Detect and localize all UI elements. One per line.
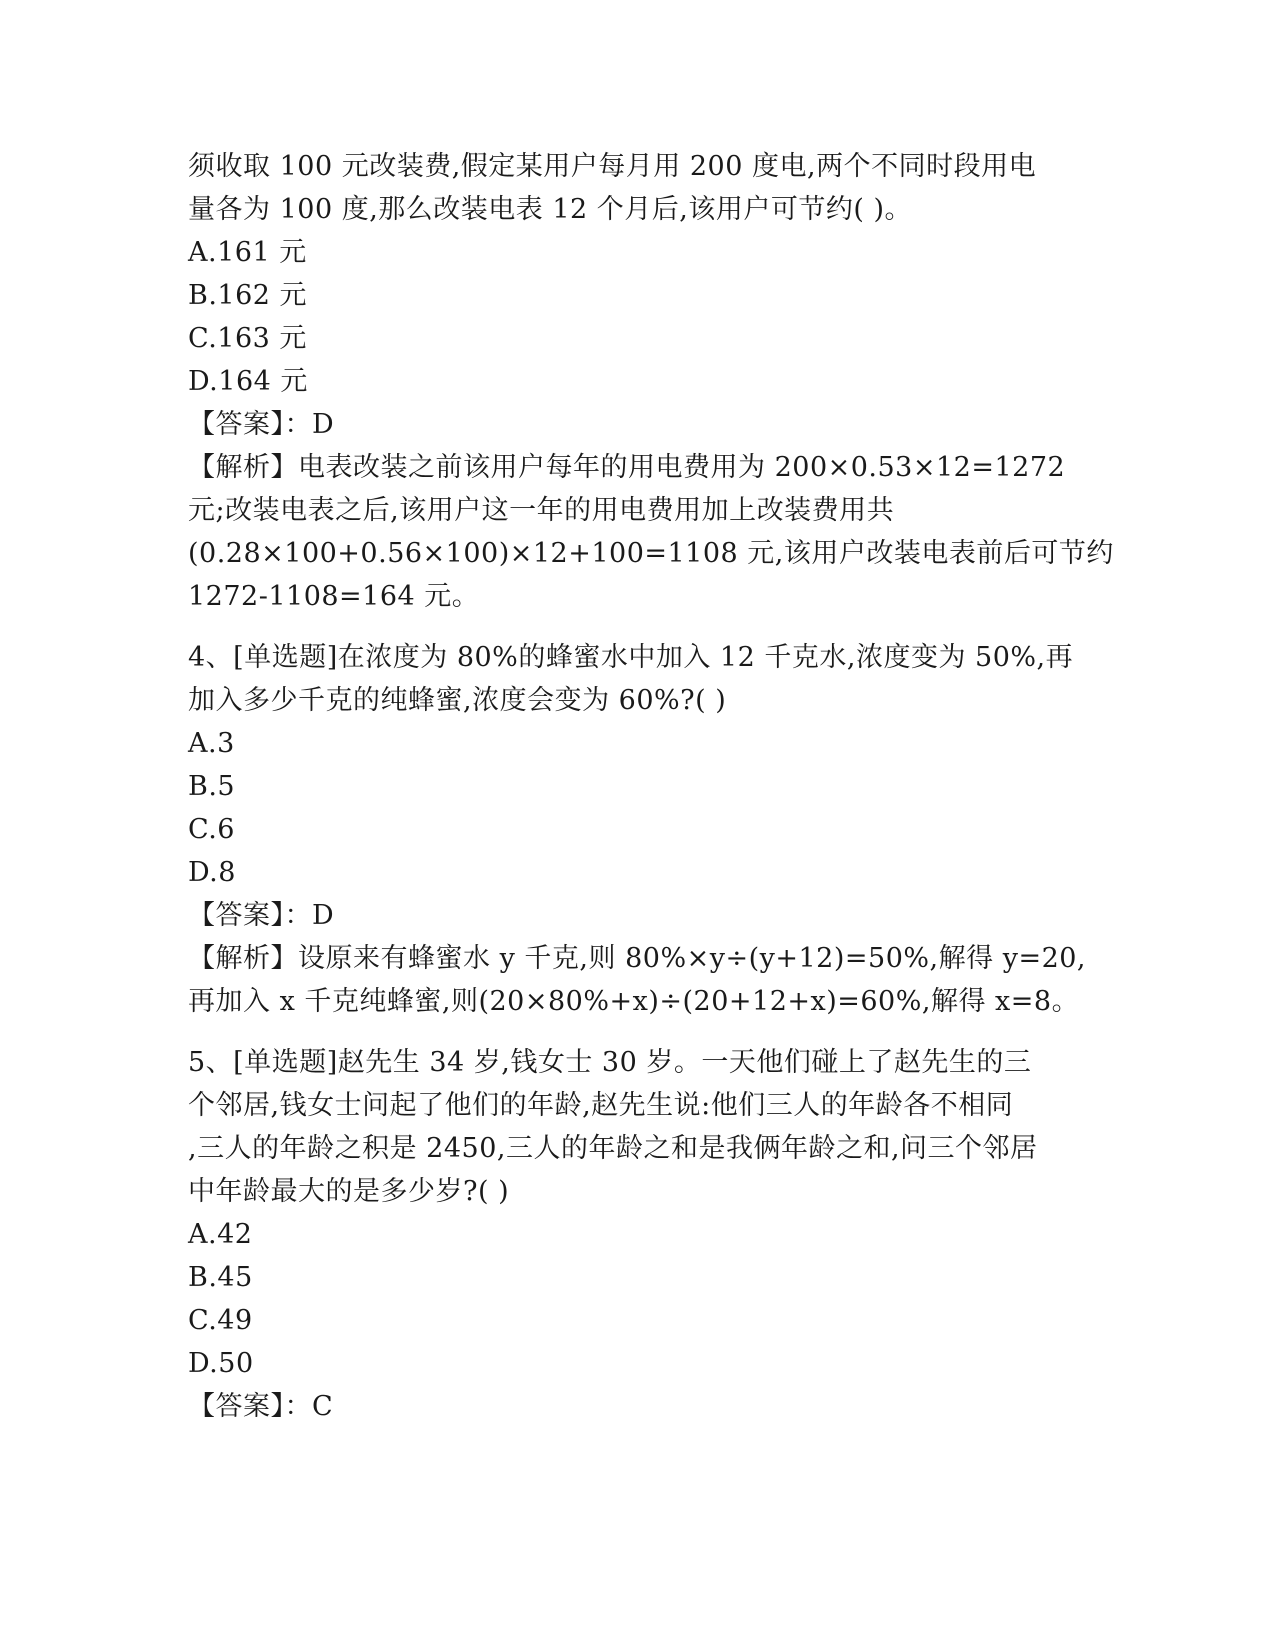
analysis-line: 再加入 x 千克纯蜂蜜,则(20×80%+x)÷(20+12+x)=60%,解得 x=8。 bbox=[188, 986, 1080, 1017]
analysis-line: 【解析】设原来有蜂蜜水 y 千克,则 80%×y÷(y+12)=50%,解得 y=20, bbox=[188, 943, 1087, 974]
option-b: B.45 bbox=[188, 1262, 253, 1293]
option-a: A.42 bbox=[188, 1219, 253, 1250]
option-d: D.50 bbox=[188, 1348, 254, 1379]
section-gap bbox=[188, 618, 1088, 636]
question-3 bbox=[188, 145, 1114, 618]
answer-line: 【答案】：D bbox=[188, 409, 335, 440]
analysis-line: (0.28×100+0.56×100)×12+100=1108 元,该用户改装电表前后可节约 bbox=[188, 538, 1114, 569]
question-stem-line: 中年龄最大的是多少岁?( ) bbox=[188, 1176, 510, 1207]
analysis-line: 元;改装电表之后,该用户这一年的用电费用加上改装费用共 bbox=[188, 495, 895, 526]
option-c: C.49 bbox=[188, 1305, 253, 1336]
option-b: B.5 bbox=[188, 771, 236, 802]
question-stem-line: 4、[单选题]在浓度为 80%的蜂蜜水中加入 12 千克水,浓度变为 50%,再 bbox=[188, 642, 1074, 673]
answer-line: 【答案】：C bbox=[188, 1391, 334, 1422]
option-d: D.8 bbox=[188, 857, 236, 888]
section-gap bbox=[188, 1023, 1088, 1041]
option-a: A.161 元 bbox=[188, 237, 307, 268]
question-stem-line: 个邻居,钱女士问起了他们的年龄,赵先生说:他们三人的年龄各不相同 bbox=[188, 1090, 1014, 1121]
analysis-line: 1272-1108=164 元。 bbox=[188, 581, 480, 612]
option-a: A.3 bbox=[188, 728, 235, 759]
question-4 bbox=[188, 636, 1088, 1023]
option-b: B.162 元 bbox=[188, 280, 308, 311]
exam-page bbox=[188, 145, 1114, 1428]
answer-line: 【答案】：D bbox=[188, 900, 335, 931]
option-c: C.163 元 bbox=[188, 323, 307, 354]
question-stem-line: 5、[单选题]赵先生 34 岁,钱女士 30 岁。一天他们碰上了赵先生的三 bbox=[188, 1047, 1032, 1078]
question-stem-line: 加入多少千克的纯蜂蜜,浓度会变为 60%?( ) bbox=[188, 685, 727, 716]
question-stem-line: 须收取 100 元改装费,假定某用户每月用 200 度电,两个不同时段用电 bbox=[188, 151, 1037, 182]
question-5 bbox=[188, 1041, 1088, 1428]
option-c: C.6 bbox=[188, 814, 235, 845]
question-stem-line: 量各为 100 度,那么改装电表 12 个月后,该用户可节约( )。 bbox=[188, 194, 913, 225]
analysis-line: 【解析】电表改装之前该用户每年的用电费用为 200×0.53×12=1272 bbox=[188, 452, 1066, 483]
option-d: D.164 元 bbox=[188, 366, 308, 397]
question-stem-line: ,三人的年龄之积是 2450,三人的年龄之和是我俩年龄之和,问三个邻居 bbox=[188, 1133, 1038, 1164]
